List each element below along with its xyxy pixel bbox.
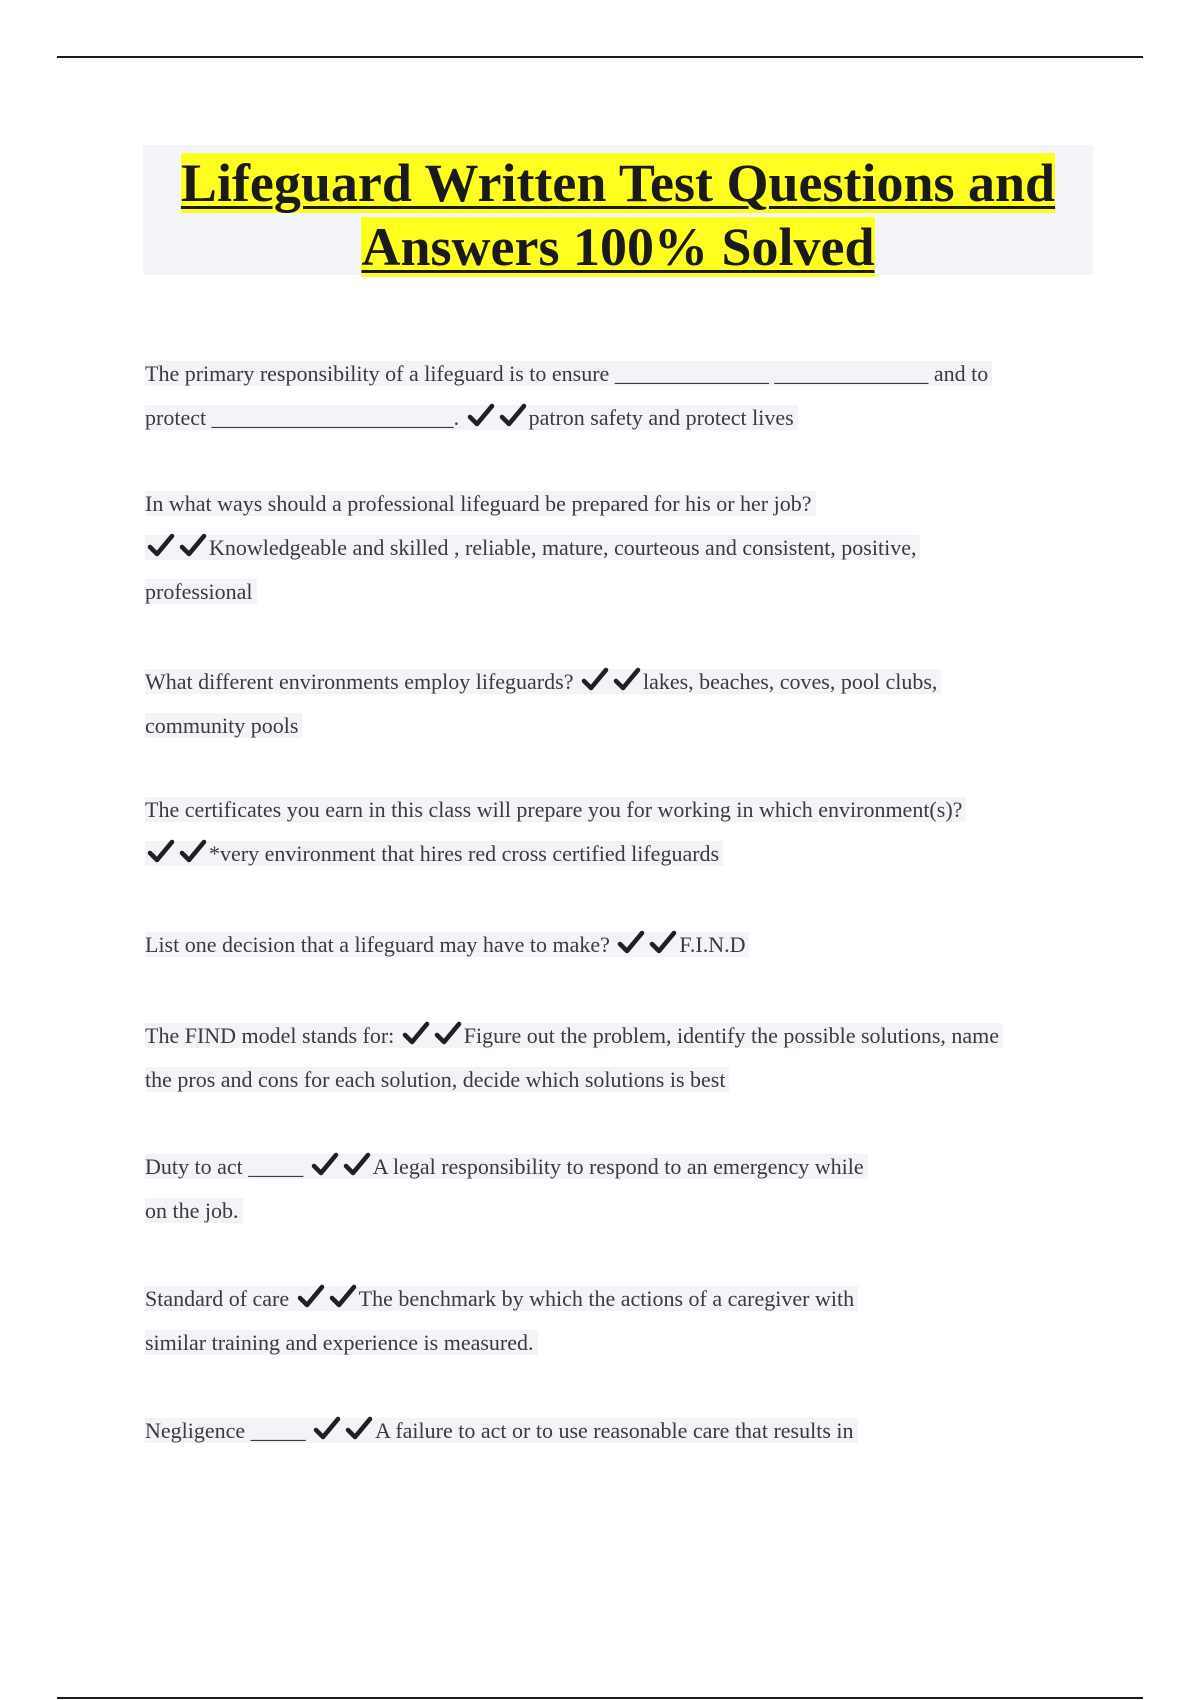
question-text: In what ways should a professional lifeguard be prepared for his or her job? xyxy=(145,491,812,516)
check-mark-icon xyxy=(328,1284,358,1310)
check-mark-icon xyxy=(178,839,208,865)
qa-item xyxy=(145,1145,868,1233)
answer-text: F.I.N.D xyxy=(679,932,746,957)
qa-item xyxy=(145,1014,1003,1102)
check-mark-icon xyxy=(498,403,528,429)
qa-line xyxy=(145,669,941,694)
answer-text: Knowledgeable and skilled , reliable, mature, courteous and consistent, positive, xyxy=(209,535,917,560)
question-text: Negligence _____ xyxy=(145,1418,306,1443)
qa-item xyxy=(145,482,920,614)
check-mark-icon xyxy=(344,1416,374,1442)
qa-line xyxy=(145,932,749,957)
question-text: The certificates you earn in this class will prepare you for working in which environment(s)? xyxy=(145,797,963,822)
check-mark-icon xyxy=(342,1152,372,1178)
check-mark-icon xyxy=(612,667,642,693)
answer-text: on the job. xyxy=(145,1198,239,1223)
qa-line xyxy=(145,841,723,866)
question-text: protect ______________________. xyxy=(145,405,460,430)
document-title xyxy=(143,145,1093,279)
question-text: Duty to act _____ xyxy=(145,1154,304,1179)
check-mark-icon xyxy=(648,930,678,956)
qa-item xyxy=(145,1409,858,1453)
answer-text: similar training and experience is measured. xyxy=(145,1330,534,1355)
qa-line xyxy=(145,797,966,822)
qa-item xyxy=(145,788,966,876)
qa-line xyxy=(145,1286,858,1311)
qa-line xyxy=(145,535,920,560)
check-mark-icon xyxy=(616,930,646,956)
question-text: What different environments employ lifeguards? xyxy=(145,669,574,694)
qa-item xyxy=(145,352,992,440)
bottom-rule xyxy=(57,1697,1143,1699)
question-text: The FIND model stands for: xyxy=(145,1023,395,1048)
qa-item xyxy=(145,1277,858,1365)
qa-line xyxy=(145,491,816,516)
answer-text: A failure to act or to use reasonable care that results in xyxy=(375,1418,854,1443)
qa-item xyxy=(145,923,749,967)
qa-line xyxy=(145,1198,243,1223)
check-mark-icon xyxy=(146,839,176,865)
check-mark-icon xyxy=(466,403,496,429)
qa-line xyxy=(145,1154,868,1179)
answer-text: The benchmark by which the actions of a caregiver with xyxy=(358,1286,855,1311)
check-mark-icon xyxy=(433,1021,463,1047)
qa-line xyxy=(145,1067,729,1092)
check-mark-icon xyxy=(296,1284,326,1310)
question-text: The primary responsibility of a lifeguard is to ensure ______________ ______________ and to xyxy=(145,361,989,386)
qa-item xyxy=(145,660,941,748)
check-mark-icon xyxy=(146,533,176,559)
qa-line xyxy=(145,1330,538,1355)
qa-line xyxy=(145,1023,1003,1048)
question-text: List one decision that a lifeguard may have to make? xyxy=(145,932,610,957)
answer-text: *very environment that hires red cross certified lifeguards xyxy=(209,841,720,866)
qa-line xyxy=(145,579,257,604)
answer-text: patron safety and protect lives xyxy=(528,405,794,430)
top-rule xyxy=(57,56,1143,58)
answer-text: professional xyxy=(145,579,253,604)
answer-text: A legal responsibility to respond to an emergency while xyxy=(372,1154,864,1179)
title-line-1: Lifeguard Written Test Questions and xyxy=(180,153,1056,213)
answer-text: the pros and cons for each solution, decide which solutions is best xyxy=(145,1067,726,1092)
title-line-2: Answers 100% Solved xyxy=(361,217,875,277)
question-text: Standard of care xyxy=(145,1286,290,1311)
title-block xyxy=(143,145,1093,275)
check-mark-icon xyxy=(310,1152,340,1178)
check-mark-icon xyxy=(580,667,610,693)
qa-line xyxy=(145,1418,858,1443)
answer-text: community pools xyxy=(145,713,299,738)
qa-line xyxy=(145,405,798,430)
answer-text: Figure out the problem, identify the possible solutions, name xyxy=(463,1023,1000,1048)
qa-line xyxy=(145,713,302,738)
check-mark-icon xyxy=(178,533,208,559)
answer-text: lakes, beaches, coves, pool clubs, xyxy=(642,669,938,694)
qa-line xyxy=(145,361,992,386)
check-mark-icon xyxy=(312,1416,342,1442)
check-mark-icon xyxy=(401,1021,431,1047)
